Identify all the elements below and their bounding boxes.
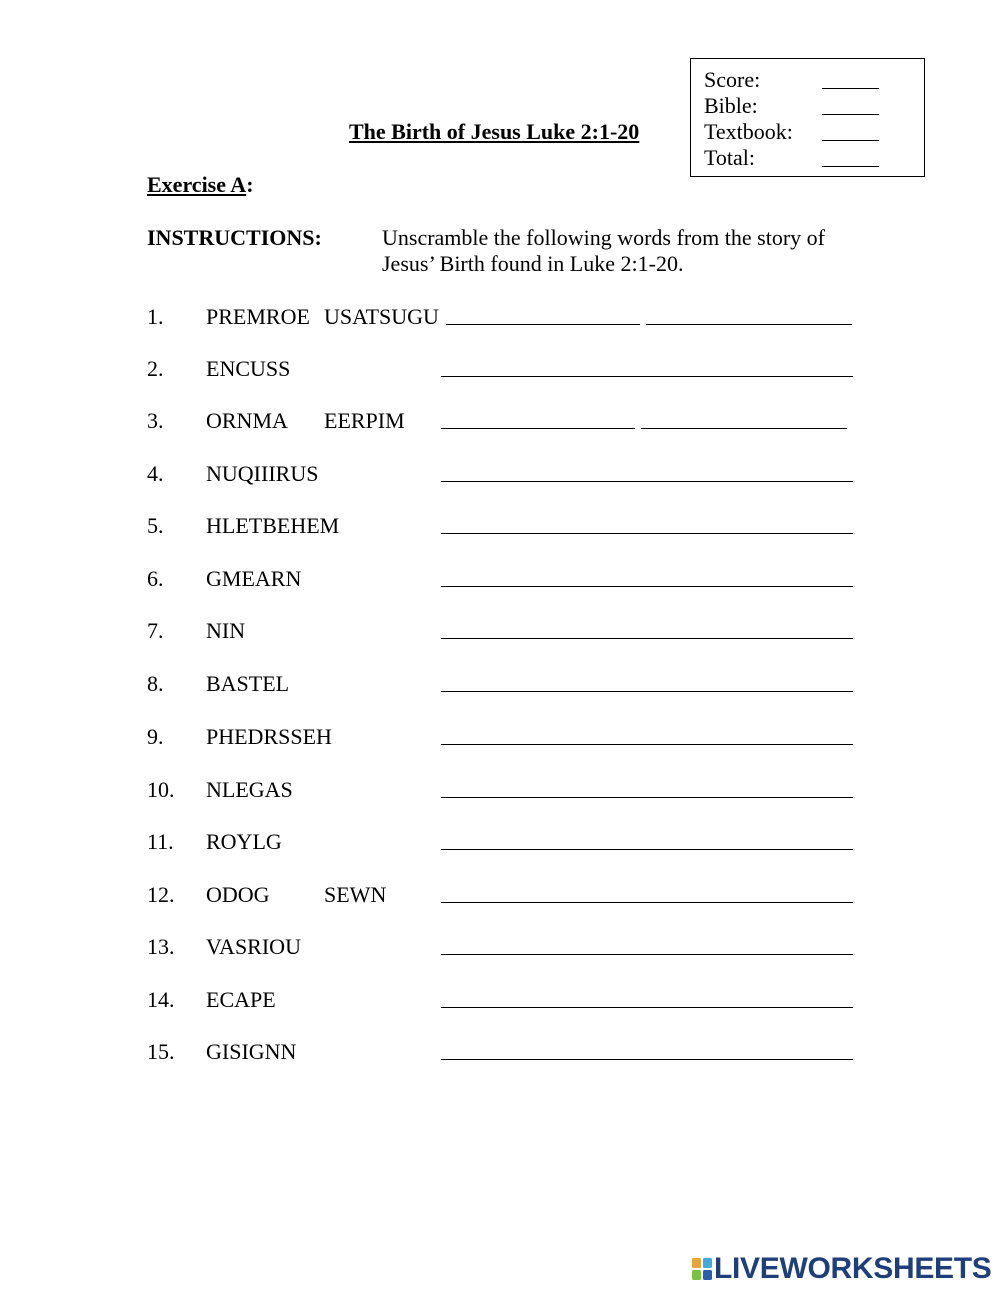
item-number: 14. [147, 987, 175, 1012]
item-number: 15. [147, 1039, 175, 1064]
item-number: 12. [147, 882, 175, 907]
list-item [0, 408, 1000, 438]
answer-blank[interactable] [441, 428, 635, 429]
instructions-text: Unscramble the following words from the story of Jesus’ Birth found in Luke 2:1-20. [382, 225, 825, 276]
item-number: 8. [147, 671, 164, 696]
page-title: The Birth of Jesus Luke 2:1-20 [349, 119, 640, 144]
answer-blank[interactable] [441, 481, 853, 482]
score-row [704, 67, 904, 93]
liveworksheets-logo-icon [692, 1258, 712, 1280]
exercise-name: Exercise A [147, 172, 247, 197]
scrambled-word: ENCUSS [206, 356, 291, 381]
list-item [0, 777, 1000, 807]
scrambled-word: PHEDRSSEH [206, 724, 332, 749]
textbook-blank[interactable] [822, 140, 879, 141]
liveworksheets-logo-text: LIVEWORKSHEETS [714, 1252, 992, 1285]
textbook-row [704, 119, 904, 145]
answer-blank[interactable] [441, 691, 853, 692]
scrambled-word: ROYLG [206, 829, 282, 854]
list-item [0, 882, 1000, 912]
scrambled-word-2: USATSUGU [324, 304, 439, 329]
list-item [0, 356, 1000, 386]
answer-blank[interactable] [441, 533, 853, 534]
list-item [0, 724, 1000, 754]
answer-blank[interactable] [441, 849, 853, 850]
answer-blank[interactable] [441, 902, 853, 903]
exercise-suffix: : [246, 172, 254, 197]
item-number: 6. [147, 566, 164, 591]
scrambled-word-2: SEWN [324, 882, 387, 907]
answer-blank-2[interactable] [641, 428, 847, 429]
total-blank[interactable] [822, 166, 879, 167]
scrambled-word: ECAPE [206, 987, 276, 1012]
list-item [0, 618, 1000, 648]
answer-blank[interactable] [446, 324, 640, 325]
item-number: 10. [147, 777, 175, 802]
bible-blank[interactable] [822, 114, 879, 115]
bible-label: Bible: [704, 93, 758, 118]
answer-blank[interactable] [441, 376, 853, 377]
scrambled-word: ODOG [206, 882, 270, 907]
answer-blank[interactable] [441, 638, 853, 639]
exercise-heading [147, 172, 254, 198]
list-item [0, 987, 1000, 1017]
list-item [0, 1039, 1000, 1069]
score-blank[interactable] [822, 88, 879, 89]
liveworksheets-logo [692, 1254, 992, 1284]
answer-blank-2[interactable] [646, 324, 852, 325]
answer-blank[interactable] [441, 954, 853, 955]
answer-blank[interactable] [441, 797, 853, 798]
answer-blank[interactable] [441, 1007, 853, 1008]
item-number: 7. [147, 618, 164, 643]
list-item [0, 304, 1000, 334]
scrambled-word: PREMROE [206, 304, 310, 329]
scrambled-word: GMEARN [206, 566, 302, 591]
item-number: 11. [147, 829, 174, 854]
scrambled-word-2: EERPIM [324, 408, 405, 433]
list-item [0, 671, 1000, 701]
item-number: 1. [147, 304, 164, 329]
scrambled-word: NIN [206, 618, 246, 643]
answer-blank[interactable] [441, 586, 853, 587]
item-number: 2. [147, 356, 164, 381]
score-label: Score: [704, 67, 761, 92]
item-number: 13. [147, 934, 175, 959]
list-item [0, 934, 1000, 964]
answer-blank[interactable] [441, 1059, 853, 1060]
item-number: 3. [147, 408, 164, 433]
scrambled-word: VASRIOU [206, 934, 301, 959]
list-item [0, 461, 1000, 491]
score-box [690, 58, 925, 177]
textbook-label: Textbook: [704, 119, 793, 144]
scrambled-word: NLEGAS [206, 777, 293, 802]
item-number: 5. [147, 513, 164, 538]
instructions-label: INSTRUCTIONS: [147, 225, 322, 250]
scrambled-word: ORNMA [206, 408, 288, 433]
list-item [0, 566, 1000, 596]
answer-blank[interactable] [441, 744, 853, 745]
total-row [704, 145, 904, 171]
scrambled-word: NUQIIIRUS [206, 461, 319, 486]
item-number: 4. [147, 461, 164, 486]
item-number: 9. [147, 724, 164, 749]
list-item [0, 513, 1000, 543]
scrambled-word: HLETBEHEM [206, 513, 340, 538]
scrambled-word: GISIGNN [206, 1039, 297, 1064]
list-item [0, 829, 1000, 859]
scrambled-word: BASTEL [206, 671, 290, 696]
total-label: Total: [704, 145, 756, 170]
bible-row [704, 93, 904, 119]
